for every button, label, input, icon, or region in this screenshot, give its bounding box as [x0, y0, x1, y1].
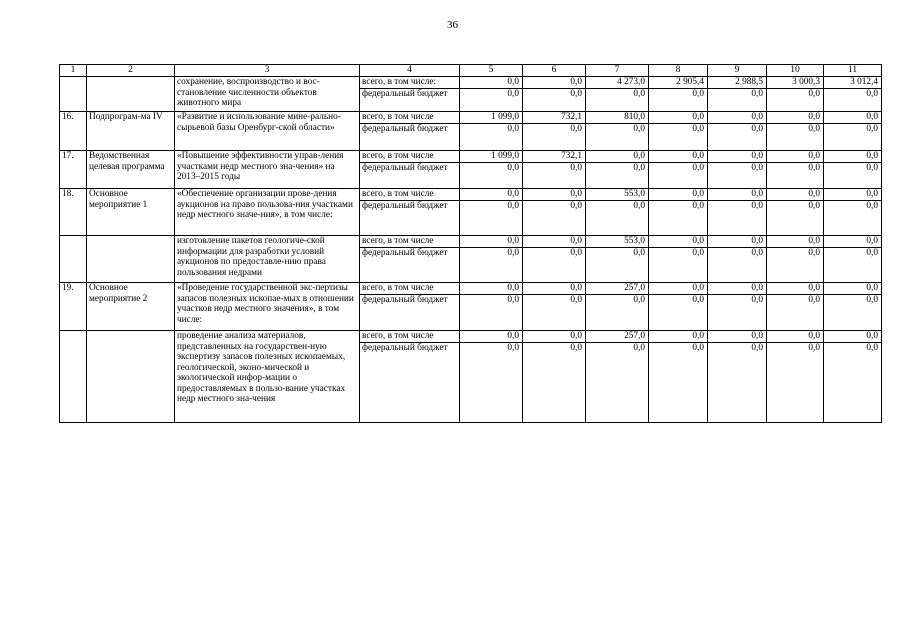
value-cell: 0,0 [460, 331, 523, 343]
program-name-cell [87, 77, 175, 112]
value-cell: 0,0 [708, 124, 767, 151]
value-cell: 0,0 [586, 163, 649, 189]
value-cell: 0,0 [767, 236, 824, 248]
value-cell: 0,0 [708, 248, 767, 283]
table-row [60, 236, 882, 248]
value-cell: 0,0 [523, 124, 586, 151]
header-cell: 6 [523, 65, 586, 77]
value-cell: 0,0 [708, 343, 767, 423]
row-number-cell: 16. [60, 112, 87, 151]
value-cell: 0,0 [767, 283, 824, 295]
header-row [60, 65, 882, 77]
row-number-cell: 18. [60, 189, 87, 236]
value-cell: 0,0 [523, 248, 586, 283]
value-cell: 257,0 [586, 283, 649, 295]
value-cell: 553,0 [586, 236, 649, 248]
value-cell: 0,0 [767, 201, 824, 236]
value-cell: 0,0 [767, 112, 824, 124]
value-cell: 0,0 [708, 89, 767, 112]
header-cell: 8 [649, 65, 708, 77]
value-cell: 0,0 [824, 343, 882, 423]
value-cell: 0,0 [586, 201, 649, 236]
description-cell: «Развитие и использование мине-рально-сырьевой базы Оренбург-ской области» [175, 112, 360, 151]
value-cell: 0,0 [708, 295, 767, 331]
value-cell: 0,0 [767, 343, 824, 423]
value-cell: 0,0 [824, 151, 882, 163]
value-cell: 0,0 [460, 89, 523, 112]
value-cell: 0,0 [460, 295, 523, 331]
source-cell: федеральный бюджет [360, 295, 460, 331]
value-cell: 0,0 [523, 163, 586, 189]
table-row [60, 189, 882, 201]
value-cell: 0,0 [824, 295, 882, 331]
value-cell: 0,0 [767, 295, 824, 331]
value-cell: 0,0 [708, 163, 767, 189]
value-cell: 0,0 [586, 343, 649, 423]
value-cell: 0,0 [767, 124, 824, 151]
program-name-cell [87, 236, 175, 283]
row-number-cell [60, 331, 87, 423]
page-number: 36 [447, 19, 458, 31]
value-cell: 0,0 [523, 343, 586, 423]
header-cell: 7 [586, 65, 649, 77]
value-cell: 0,0 [824, 331, 882, 343]
table-row [60, 331, 882, 343]
value-cell: 1 099,0 [460, 151, 523, 163]
value-cell: 0,0 [523, 236, 586, 248]
header-cell: 11 [824, 65, 882, 77]
value-cell: 0,0 [824, 236, 882, 248]
row-number-cell [60, 236, 87, 283]
header-cell: 4 [360, 65, 460, 77]
value-cell: 0,0 [649, 124, 708, 151]
value-cell: 0,0 [586, 124, 649, 151]
value-cell: 732,1 [523, 151, 586, 163]
value-cell: 0,0 [824, 283, 882, 295]
source-cell: федеральный бюджет [360, 89, 460, 112]
source-cell: всего, в том числе [360, 331, 460, 343]
value-cell: 257,0 [586, 331, 649, 343]
value-cell: 0,0 [460, 189, 523, 201]
program-name-cell: Ведомственная целевая программа [87, 151, 175, 189]
value-cell: 3 012,4 [824, 77, 882, 89]
source-cell: федеральный бюджет [360, 124, 460, 151]
value-cell: 0,0 [767, 189, 824, 201]
value-cell: 553,0 [586, 189, 649, 201]
row-number-cell: 19. [60, 283, 87, 331]
value-cell: 0,0 [708, 236, 767, 248]
value-cell: 0,0 [824, 201, 882, 236]
value-cell: 0,0 [708, 189, 767, 201]
program-name-cell: Подпрограм-ма IV [87, 112, 175, 151]
value-cell: 732,1 [523, 112, 586, 124]
header-cell: 5 [460, 65, 523, 77]
value-cell: 4 273,0 [586, 77, 649, 89]
source-cell: федеральный бюджет [360, 163, 460, 189]
value-cell: 0,0 [586, 89, 649, 112]
value-cell: 0,0 [708, 151, 767, 163]
value-cell: 0,0 [460, 236, 523, 248]
source-cell: федеральный бюджет [360, 201, 460, 236]
value-cell: 0,0 [708, 201, 767, 236]
value-cell: 0,0 [824, 248, 882, 283]
value-cell: 0,0 [649, 189, 708, 201]
value-cell: 2 988,5 [708, 77, 767, 89]
source-cell: всего, в том числе [360, 283, 460, 295]
value-cell: 0,0 [767, 331, 824, 343]
description-cell: изготовление пакетов геологиче-ской информации для разработки условий аукционов по предоставле-нию права пользования недрами [175, 236, 360, 283]
value-cell: 0,0 [460, 163, 523, 189]
value-cell: 0,0 [460, 77, 523, 89]
value-cell: 810,0 [586, 112, 649, 124]
header-cell: 9 [708, 65, 767, 77]
description-cell: проведение анализа материалов, представленных на государствен-ную экспертизу запасов полезных ископаемых, геологической, эконо-мической и экологической инфор-мации о предоставляемых в пользо-вание участках недр местного зна-чения [175, 331, 360, 423]
table-row [60, 151, 882, 163]
value-cell: 0,0 [708, 283, 767, 295]
value-cell: 0,0 [649, 163, 708, 189]
value-cell: 0,0 [460, 248, 523, 283]
value-cell: 0,0 [649, 236, 708, 248]
value-cell: 1 099,0 [460, 112, 523, 124]
value-cell: 0,0 [523, 331, 586, 343]
description-cell: «Проведение государственной экс-пертизы запасов полезных ископае-мых в отношении участков недр местного значения», в том числе: [175, 283, 360, 331]
program-name-cell: Основное мероприятие 2 [87, 283, 175, 331]
value-cell: 0,0 [824, 112, 882, 124]
source-cell: всего, в том числе [360, 236, 460, 248]
source-cell: всего, в том числе [360, 189, 460, 201]
header-cell: 10 [767, 65, 824, 77]
value-cell: 0,0 [523, 77, 586, 89]
description-cell: сохранение, воспроизводство и вос-становление численности объектов животного мира [175, 77, 360, 112]
value-cell: 0,0 [649, 343, 708, 423]
value-cell: 0,0 [586, 248, 649, 283]
value-cell: 0,0 [523, 89, 586, 112]
value-cell: 0,0 [767, 89, 824, 112]
value-cell: 0,0 [523, 201, 586, 236]
value-cell: 0,0 [649, 283, 708, 295]
source-cell: всего, в том числе: [360, 77, 460, 89]
value-cell: 0,0 [649, 89, 708, 112]
value-cell: 0,0 [649, 201, 708, 236]
description-cell: «Обеспечение организации прове-дения аукционов на право пользова-ния участками недр местного значе-ния», в том числе: [175, 189, 360, 236]
table-row [60, 77, 882, 89]
value-cell: 0,0 [708, 112, 767, 124]
value-cell: 0,0 [767, 163, 824, 189]
source-cell: всего, в том числе [360, 151, 460, 163]
source-cell: федеральный бюджет [360, 343, 460, 423]
value-cell: 0,0 [767, 151, 824, 163]
value-cell: 0,0 [649, 331, 708, 343]
value-cell: 0,0 [824, 124, 882, 151]
program-name-cell: Основное мероприятие 1 [87, 189, 175, 236]
value-cell: 0,0 [708, 331, 767, 343]
row-number-cell: 17. [60, 151, 87, 189]
value-cell: 0,0 [767, 248, 824, 283]
value-cell: 0,0 [649, 295, 708, 331]
value-cell: 0,0 [460, 343, 523, 423]
value-cell: 0,0 [649, 248, 708, 283]
value-cell: 0,0 [824, 189, 882, 201]
table-row [60, 112, 882, 124]
value-cell: 0,0 [460, 201, 523, 236]
source-cell: федеральный бюджет [360, 248, 460, 283]
header-cell: 3 [175, 65, 360, 77]
value-cell: 0,0 [824, 89, 882, 112]
table-row [60, 283, 882, 295]
value-cell: 0,0 [824, 163, 882, 189]
value-cell: 0,0 [460, 124, 523, 151]
value-cell: 0,0 [586, 151, 649, 163]
value-cell: 0,0 [586, 295, 649, 331]
value-cell: 0,0 [523, 283, 586, 295]
value-cell: 0,0 [523, 295, 586, 331]
value-cell: 0,0 [649, 151, 708, 163]
budget-table [59, 64, 882, 423]
value-cell: 2 905,4 [649, 77, 708, 89]
source-cell: всего, в том числе [360, 112, 460, 124]
program-name-cell [87, 331, 175, 423]
header-cell: 1 [60, 65, 87, 77]
header-cell: 2 [87, 65, 175, 77]
row-number-cell [60, 77, 87, 112]
value-cell: 3 000,3 [767, 77, 824, 89]
description-cell: «Повышение эффективности управ-ления участками недр местного зна-чения» на 2013–2015 годы [175, 151, 360, 189]
value-cell: 0,0 [523, 189, 586, 201]
value-cell: 0,0 [649, 112, 708, 124]
value-cell: 0,0 [460, 283, 523, 295]
